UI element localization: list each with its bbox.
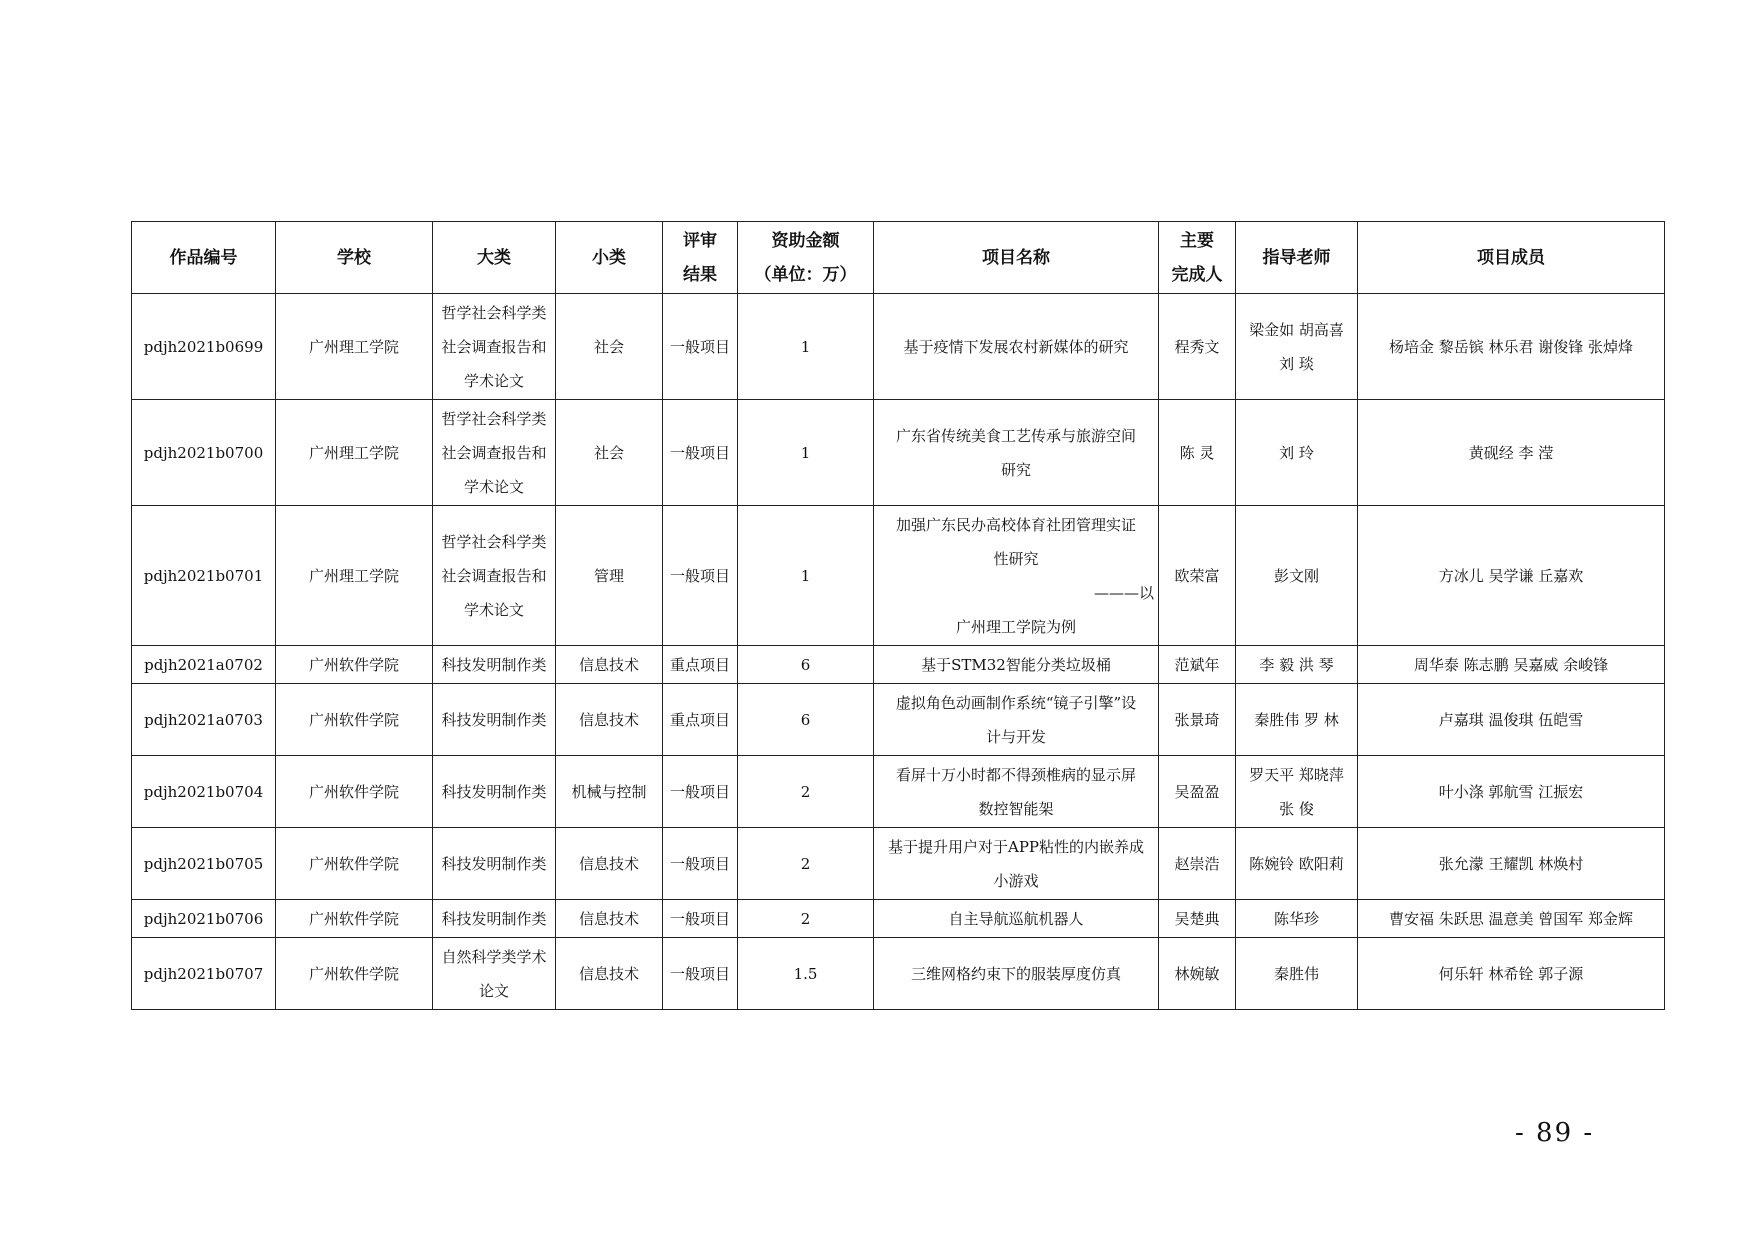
cell-project-subtitle-tail: 广州理工学院为例 [955,617,1076,636]
header-leader-line2: 完成人 [1171,264,1223,285]
cell-project [874,756,1159,828]
cell-project [874,828,1159,900]
cell-id: pdjh2021a0703 [132,684,276,756]
cell-funding: 6 [738,684,874,756]
cell-result: 重点项目 [663,684,738,756]
header-members: 项目成员 [1358,222,1665,294]
page-number: - 89 - [1515,1118,1595,1148]
cell-project [874,294,1159,400]
cell-project-line: 自主导航巡航机器人 [948,909,1084,928]
cell-project-line: 基于STM32智能分类垃圾桶 [921,655,1111,674]
cell-category-line: 学术论文 [463,477,524,496]
cell-advisor-line: 陈华珍 [1273,909,1319,928]
cell-project [874,684,1159,756]
cell-project [874,506,1159,646]
cell-project-line: 虚拟角色动画制作系统“镜子引擎”设 [895,693,1137,712]
cell-id: pdjh2021a0702 [132,646,276,684]
cell-result: 一般项目 [663,828,738,900]
table-row [132,294,1665,400]
cell-category-line: 社会调查报告和 [441,566,547,585]
cell-subcategory: 社会 [556,294,663,400]
cell-school: 广州软件学院 [276,756,433,828]
cell-category-line: 社会调查报告和 [441,443,547,462]
header-leader-line1: 主要 [1180,230,1214,251]
cell-category-line: 论文 [478,981,509,1000]
header-result-line1: 评审 [683,230,717,251]
cell-advisor-line: 梁金如 胡高喜 [1249,320,1344,339]
table-row [132,756,1665,828]
cell-advisor-line: 陈婉铃 欧阳莉 [1249,854,1344,873]
cell-category-line: 学术论文 [463,371,524,390]
table-row [132,646,1665,684]
cell-funding: 6 [738,646,874,684]
cell-project-line: 研究 [1000,460,1031,479]
cell-category-line: 科技发明制作类 [441,710,547,729]
cell-school: 广州理工学院 [276,294,433,400]
cell-school: 广州软件学院 [276,684,433,756]
cell-category-line: 哲学社会科学类 [441,303,547,322]
cell-advisor-line: 张 俊 [1279,799,1314,818]
cell-category-line: 科技发明制作类 [441,909,547,928]
cell-category [433,684,556,756]
cell-category [433,294,556,400]
cell-funding: 1 [738,400,874,506]
cell-project-line: 三维网格约束下的服装厚度仿真 [910,964,1121,983]
cell-project [874,400,1159,506]
cell-category [433,900,556,938]
header-result-line2: 结果 [683,264,717,285]
header-id: 作品编号 [132,222,276,294]
cell-members: 方冰儿 吴学谦 丘嘉欢 [1358,506,1665,646]
cell-funding: 2 [738,756,874,828]
cell-project-line: 加强广东民办高校体育社团管理实证 [895,515,1136,534]
cell-subcategory: 信息技术 [556,646,663,684]
table-row [132,828,1665,900]
cell-project [874,900,1159,938]
cell-school: 广州理工学院 [276,506,433,646]
cell-advisor [1236,938,1358,1010]
cell-id: pdjh2021b0701 [132,506,276,646]
cell-advisor-line: 刘 琰 [1279,354,1314,373]
cell-members: 张允濛 王耀凯 林焕村 [1358,828,1665,900]
cell-leader: 赵崇浩 [1159,828,1236,900]
table-row [132,400,1665,506]
cell-category-line: 哲学社会科学类 [441,532,547,551]
table-row [132,900,1665,938]
cell-leader: 欧荣富 [1159,506,1236,646]
cell-category [433,938,556,1010]
header-project: 项目名称 [874,222,1159,294]
cell-advisor [1236,900,1358,938]
cell-school: 广州软件学院 [276,828,433,900]
cell-id: pdjh2021b0707 [132,938,276,1010]
cell-school: 广州软件学院 [276,646,433,684]
cell-project [874,646,1159,684]
cell-funding: 1 [738,294,874,400]
cell-subcategory: 信息技术 [556,938,663,1010]
cell-result: 一般项目 [663,400,738,506]
cell-result: 一般项目 [663,938,738,1010]
cell-funding: 2 [738,900,874,938]
cell-subcategory: 信息技术 [556,900,663,938]
cell-subcategory: 信息技术 [556,684,663,756]
table-row [132,684,1665,756]
cell-project [874,938,1159,1010]
cell-members: 黄砚经 李 滢 [1358,400,1665,506]
cell-category-line: 自然科学类学术 [441,947,547,966]
cell-project-line: 数控智能架 [978,799,1054,818]
cell-category [433,756,556,828]
cell-leader: 林婉敏 [1159,938,1236,1010]
cell-project-line: 计与开发 [985,727,1046,746]
cell-advisor-line: 刘 玲 [1279,443,1314,462]
cell-category [433,506,556,646]
cell-result: 一般项目 [663,294,738,400]
cell-project-subtitle: ———以 [1093,583,1154,602]
cell-result: 一般项目 [663,506,738,646]
cell-members: 何乐轩 林希铨 郭子源 [1358,938,1665,1010]
cell-result: 重点项目 [663,646,738,684]
header-result [663,222,738,294]
cell-funding: 1 [738,506,874,646]
table-body [132,294,1665,1010]
cell-school: 广州软件学院 [276,938,433,1010]
header-funding-line2: （单位：万） [754,264,857,285]
cell-category-line: 学术论文 [463,600,524,619]
cell-category-line: 科技发明制作类 [441,782,547,801]
cell-category [433,400,556,506]
cell-leader: 陈 灵 [1159,400,1236,506]
cell-funding: 2 [738,828,874,900]
cell-members: 曹安福 朱跃思 温意美 曾国军 郑金辉 [1358,900,1665,938]
cell-advisor-line: 秦胜伟 [1273,964,1319,983]
table-row [132,506,1665,646]
cell-result: 一般项目 [663,756,738,828]
cell-leader: 程秀文 [1159,294,1236,400]
header-leader [1159,222,1236,294]
header-school: 学校 [276,222,433,294]
cell-category-line: 哲学社会科学类 [441,409,547,428]
cell-subcategory: 管理 [556,506,663,646]
cell-advisor [1236,506,1358,646]
cell-advisor-line: 罗天平 郑晓萍 [1249,765,1344,784]
cell-school: 广州理工学院 [276,400,433,506]
cell-category-line: 科技发明制作类 [441,655,547,674]
project-table [131,221,1665,1010]
header-subcategory: 小类 [556,222,663,294]
cell-members: 杨培金 黎岳镔 林乐君 谢俊锋 张焯烽 [1358,294,1665,400]
cell-id: pdjh2021b0700 [132,400,276,506]
cell-leader: 张景琦 [1159,684,1236,756]
cell-project-line: 广东省传统美食工艺传承与旅游空间 [895,426,1136,445]
cell-category-line: 科技发明制作类 [441,854,547,873]
table-row [132,938,1665,1010]
cell-advisor [1236,400,1358,506]
cell-subcategory: 信息技术 [556,828,663,900]
header-advisor: 指导老师 [1236,222,1358,294]
header-funding [738,222,874,294]
cell-advisor [1236,646,1358,684]
cell-leader: 吴盈盈 [1159,756,1236,828]
header-row [132,222,1665,294]
cell-members: 卢嘉琪 温俊琪 伍皑雪 [1358,684,1665,756]
cell-advisor [1236,828,1358,900]
cell-advisor-line: 彭文刚 [1273,566,1319,585]
cell-advisor [1236,684,1358,756]
cell-category-line: 社会调查报告和 [441,337,547,356]
cell-project-line: 基于疫情下发展农村新媒体的研究 [903,337,1129,356]
cell-category [433,828,556,900]
cell-funding: 1.5 [738,938,874,1010]
cell-advisor [1236,756,1358,828]
cell-id: pdjh2021b0705 [132,828,276,900]
cell-advisor-line: 李 毅 洪 琴 [1259,655,1334,674]
cell-project-line: 看屏十万小时都不得颈椎病的显示屏 [895,765,1136,784]
cell-subcategory: 社会 [556,400,663,506]
cell-leader: 范斌年 [1159,646,1236,684]
header-category: 大类 [433,222,556,294]
cell-project-line: 性研究 [993,549,1039,568]
cell-id: pdjh2021b0704 [132,756,276,828]
cell-members: 周华泰 陈志鹏 吴嘉威 余峻锋 [1358,646,1665,684]
cell-id: pdjh2021b0706 [132,900,276,938]
cell-subcategory: 机械与控制 [556,756,663,828]
cell-category [433,646,556,684]
cell-project-line: 基于提升用户对于APP粘性的内嵌养成 [887,837,1145,856]
cell-id: pdjh2021b0699 [132,294,276,400]
cell-result: 一般项目 [663,900,738,938]
cell-leader: 吴楚典 [1159,900,1236,938]
cell-advisor [1236,294,1358,400]
cell-project-line: 小游戏 [993,871,1039,890]
header-funding-line1: 资助金额 [771,230,840,251]
cell-school: 广州软件学院 [276,900,433,938]
cell-advisor-line: 秦胜伟 罗 林 [1254,710,1339,729]
cell-members: 叶小涤 郭航雪 江振宏 [1358,756,1665,828]
